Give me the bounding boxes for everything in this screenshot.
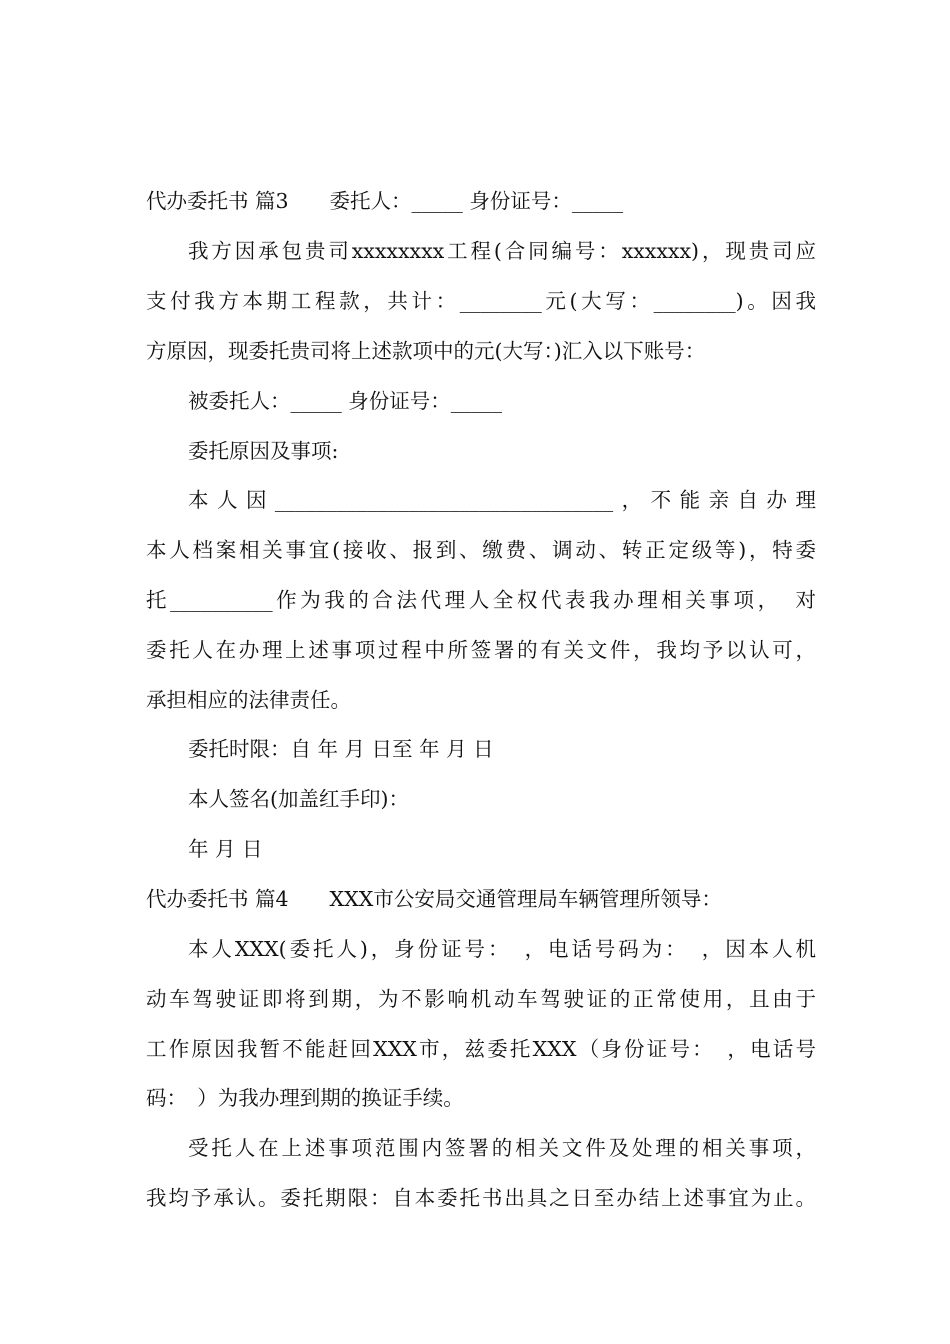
section-3-heading: 代办委托书 篇3 委托人：_____ 身份证号：_____ xyxy=(146,189,624,213)
paragraph-line: 工作原因我暂不能赶回XXX市，兹委托XXX（身份证号： ，电话号 xyxy=(146,1037,816,1061)
paragraph-line: 本人档案相关事宜(接收、报到、缴费、调动、转正定级等)，特委 xyxy=(146,538,816,562)
time-limit-line: 委托时限：自 年 月 日至 年 月 日 xyxy=(188,737,494,761)
paragraph-line: 本人XXX(委托人)，身份证号： ，电话号码为： ，因本人机 xyxy=(188,937,816,961)
paragraph-line: 方原因，现委托贵司将上述款项中的元(大写：)汇入以下账号： xyxy=(146,339,706,363)
section-4-heading: 代办委托书 篇4 XXX市公安局交通管理局车辆管理所领导： xyxy=(146,887,722,911)
paragraph-line: 我均予承认。委托期限：自本委托书出具之日至办结上述事宜为止。 xyxy=(146,1186,816,1210)
paragraph-line: 委托人在办理上述事项过程中所签署的有关文件，我均予以认可， xyxy=(146,638,816,662)
paragraph-line: 本人因_________________________________，不能亲自办理 xyxy=(188,488,816,512)
paragraph-line: 托__________作为我的合法代理人全权代表我办理相关事项， 对 xyxy=(146,588,816,612)
paragraph-line: 动车驾驶证即将到期，为不影响机动车驾驶证的正常使用，且由于 xyxy=(146,987,816,1011)
paragraph-line: 承担相应的法律责任。 xyxy=(146,688,351,712)
paragraph-line: 受托人在上述事项范围内签署的相关文件及处理的相关事项， xyxy=(188,1136,816,1160)
paragraph-line: 我方因承包贵司xxxxxxxx工程(合同编号：xxxxxx)，现贵司应 xyxy=(188,239,816,263)
reason-heading: 委托原因及事项: xyxy=(188,439,339,463)
signature-line: 本人签名(加盖红手印)： xyxy=(188,787,409,811)
trustee-line: 被委托人：_____ 身份证号：_____ xyxy=(188,389,503,413)
paragraph-line: 码： ）为我办理到期的换证手续。 xyxy=(146,1086,464,1110)
date-line: 年 月 日 xyxy=(188,837,263,861)
paragraph-line: 支付我方本期工程款，共计：________元(大写：________)。因我 xyxy=(146,289,816,313)
